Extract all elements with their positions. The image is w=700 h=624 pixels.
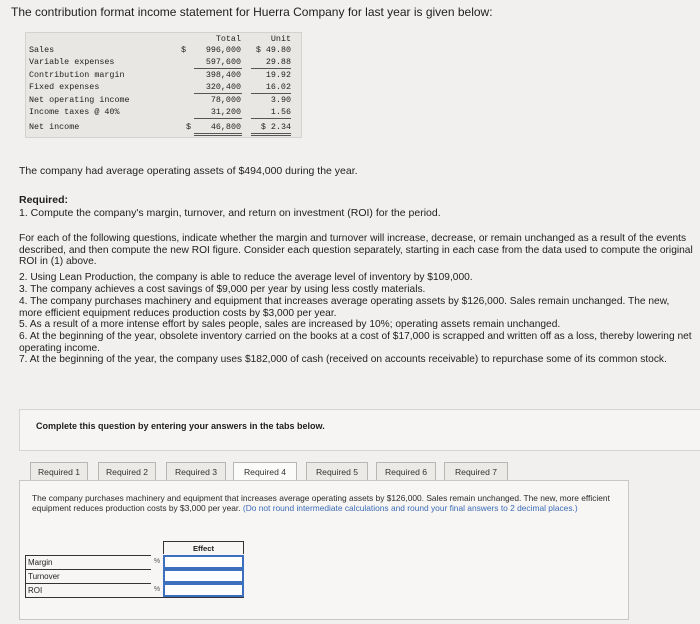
is-row-unit: 3.90 <box>270 95 291 105</box>
total-double-rule <box>251 133 291 134</box>
tab-required-7[interactable]: Required 7 <box>444 462 508 481</box>
is-row-total: 46,800 <box>210 122 241 132</box>
is-row-unit: 19.92 <box>265 70 291 80</box>
tab-required-6[interactable]: Required 6 <box>376 462 436 481</box>
prompt-text: The company purchases machinery and equipment that increases average operating assets by $126,000. Sales remain unchanged. The new, more efficient equipment reduces production costs by $3,000 per year. <box>32 493 610 513</box>
assets-text: The company had average operating assets of $494,000 during the year. <box>19 165 358 177</box>
percent-suffix <box>151 569 163 583</box>
answer-row-label: ROI <box>25 583 151 597</box>
required-heading: Required: <box>19 194 69 206</box>
is-row-dollar: $ <box>181 45 187 55</box>
subtotal-rule <box>194 118 242 119</box>
total-double-rule <box>194 135 242 136</box>
total-double-rule <box>194 133 242 134</box>
intro-text: The contribution format income statement for Huerra Company for last year is given below: <box>11 5 493 19</box>
tab-required-4[interactable]: Required 4 <box>233 462 297 481</box>
is-row-total: 597,600 <box>205 57 241 67</box>
income-statement-table <box>25 32 302 138</box>
total-double-rule <box>251 135 291 136</box>
subtotal-rule <box>251 93 291 94</box>
question-item: 6. At the beginning of the year, obsolete inventory carried on the books at a cost of $17,000 is scrapped and written off as a loss, thereby lowering net operating income. <box>19 331 692 354</box>
is-row-unit: 16.02 <box>265 82 291 92</box>
question-item: 2. Using Lean Production, the company is able to reduce the average level of inventory by $109,000. <box>19 272 473 283</box>
is-row-label: Net operating income <box>29 95 130 105</box>
question-item: 7. At the beginning of the year, the company uses $182,000 of cash (received on accounts receivable) to repurchase some of its common stock. <box>19 354 667 365</box>
is-row-label: Contribution margin <box>29 70 125 80</box>
is-row-unit: 1.56 <box>270 107 291 117</box>
margin-input[interactable] <box>163 555 244 569</box>
effect-column-header: Effect <box>163 541 244 554</box>
answer-row-turnover <box>25 569 244 583</box>
question-instruction-box <box>19 409 700 451</box>
is-row-unit: $ 2.34 <box>260 122 291 132</box>
answer-row-margin <box>25 555 244 569</box>
subtotal-rule <box>194 68 242 69</box>
tab-required-3[interactable]: Required 3 <box>166 462 226 481</box>
roi-input[interactable] <box>163 583 244 597</box>
is-row-total: 996,000 <box>205 45 241 55</box>
is-row-total: 31,200 <box>210 107 241 117</box>
subtotal-rule <box>251 118 291 119</box>
is-row-unit: 29.88 <box>265 57 291 67</box>
subtotal-rule <box>194 93 242 94</box>
is-row-total: 398,400 <box>205 70 241 80</box>
question-instruction-text: Complete this question by entering your answers in the tabs below. <box>36 421 325 431</box>
percent-suffix: % <box>153 558 161 565</box>
required-1-text: 1. Compute the company's margin, turnover, and return on investment (ROI) for the period. <box>19 207 441 219</box>
answer-row-label: Turnover <box>25 569 151 583</box>
instructions-paragraph: For each of the following questions, indicate whether the margin and turnover will increase, decrease, or remain unchanged as a result of the events described, and then compute the new ROI figure. Consider each question separately, starting in each case from the data used to compute the original ROI in (1) above. <box>19 233 693 267</box>
is-row-total: 78,000 <box>210 95 241 105</box>
prompt-note: (Do not round intermediate calculations and round your final answers to 2 decimal places.) <box>242 503 578 513</box>
tab-required-2[interactable]: Required 2 <box>98 462 156 481</box>
question-item: 5. As a result of a more intense effort by sales people, sales are increased by 10%; operating assets remain unchanged. <box>19 319 561 330</box>
is-row-label: Income taxes @ 40% <box>29 107 120 117</box>
is-row-total: 320,400 <box>205 82 241 92</box>
total-header: Total <box>215 34 241 44</box>
percent-suffix: % <box>153 586 161 593</box>
is-row-label: Variable expenses <box>29 57 115 67</box>
answer-row-roi <box>25 583 244 597</box>
tab-required-1[interactable]: Required 1 <box>30 462 88 481</box>
subtotal-rule <box>251 68 291 69</box>
answer-row-label: Margin <box>25 555 151 569</box>
is-row-dollar: $ <box>186 122 192 132</box>
question-item: 4. The company purchases machinery and equipment that increases average operating assets by $126,000. Sales remain unchanged. The new, more efficient equipment reduces production costs by $3,000 per year. <box>19 296 670 319</box>
is-row-label: Sales <box>29 45 55 55</box>
question-prompt <box>32 493 622 513</box>
question-item: 3. The company achieves a cost savings of $9,000 per year by using less costly materials. <box>19 284 426 295</box>
is-row-label: Fixed expenses <box>29 82 100 92</box>
answer-table-bottom-border <box>25 597 244 598</box>
is-row-label: Net income <box>29 122 80 132</box>
is-row-unit: $ 49.80 <box>255 45 291 55</box>
turnover-input[interactable] <box>163 569 244 583</box>
tab-required-5[interactable]: Required 5 <box>306 462 368 481</box>
unit-header: Unit <box>270 34 291 44</box>
